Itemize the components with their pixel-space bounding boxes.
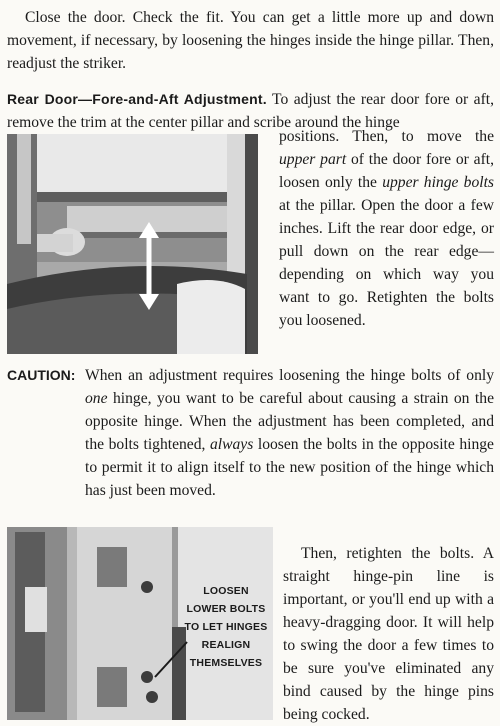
callout-line-1: LOOSEN [203, 585, 249, 597]
side-text-part-1: positions. Then, to move the [279, 128, 494, 145]
side-text-part-3: at the pillar. Open the door a few inches. Lift the rear door edge, or pull down on the rear edge—depending on which way you want to go. Retighten the bolts you loosened. [279, 197, 494, 329]
caution-text-one: one [85, 390, 108, 407]
callout-line-4: REALIGN [201, 639, 251, 651]
callout-line-3: TO LET HINGES [184, 621, 268, 633]
hinge-callout-label [183, 582, 269, 672]
caution-text-part-2: hinge, you want to be careful about causing a strain on the opposite hinge. When the adjustment has been completed, and the bolts tightened, [85, 390, 494, 453]
caution-text [85, 364, 494, 502]
final-paragraph: Then, retighten the bolts. A straight hinge-pin line is important, or you'll end up with a heavy-dragging door. It will help to swing the door a few times to be sure you've eliminated any bind caused by the hinge pins being cocked. [283, 545, 494, 723]
callout-line-2: LOWER BOLTS [186, 603, 266, 615]
rear-door-text-top: To adjust the rear door fore or aft, remove the trim at the center pillar and scribe around the hinge [7, 91, 494, 131]
caution-label: CAUTION: [7, 367, 76, 383]
caution-text-part-3: loosen the bolts in the opposite hinge to permit it to align itself to the new position of the hinge which has just been moved. [85, 436, 494, 499]
intro-paragraph: Close the door. Check the fit. You can get a little more up and down movement, if necessary, by loosening the hinges inside the hinge pillar. Then, readjust the striker. [7, 9, 494, 72]
photo-rear-door-adjustment [7, 134, 258, 354]
rear-door-photo-illustration [7, 134, 258, 354]
caution-text-part-1: When an adjustment requires loosening the hinge bolts of only [85, 367, 494, 384]
callout-line-5: THEMSELVES [189, 657, 263, 669]
rear-door-side-text [279, 125, 494, 332]
side-text-upper-part: upper part [279, 151, 347, 168]
side-text-upper-hinge-bolts: upper hinge bolts [382, 174, 494, 191]
caution-text-always: always [209, 436, 254, 453]
side-text-part-2: of the door fore or aft, loosen only the [279, 151, 494, 191]
rear-door-heading: Rear Door—Fore-and-Aft Adjustment. [7, 91, 267, 107]
